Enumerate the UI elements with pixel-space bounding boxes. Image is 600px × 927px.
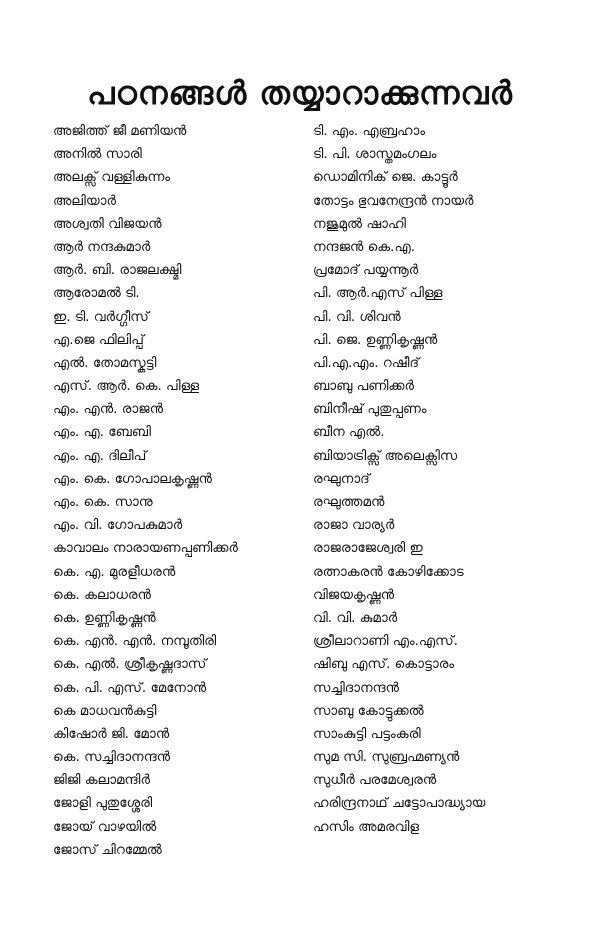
contributor-name: ജിജി കലാമന്ദിർ (53, 772, 150, 789)
contributor-name: സുധീർ പരമേശ്വരൻ (313, 772, 437, 789)
contributor-name: എം. എ. ദിലീപ് (53, 447, 147, 464)
contributor-name: ബാബു പണിക്കർ (313, 378, 415, 395)
contributor-name: വിജയകൃഷ്ണൻ (313, 586, 395, 603)
contributor-name: സാംകുട്ടി പട്ടംകരി (313, 725, 421, 742)
contributor-name: എം. കെ. സാനു (53, 494, 153, 510)
contributor-name: എം. എ. ബേബി (53, 424, 151, 441)
contributor-name: തോട്ടം ഭുവനേന്ദ്രൻ നായർ (313, 192, 474, 209)
contributor-name: രാജരാജേശ്വരി ഇ (313, 540, 423, 557)
contributor-name: എം. വി. ഗോപകുമാർ (53, 517, 183, 534)
contributor-name: എ.ജെ ഫിലിപ്പ് (53, 331, 144, 348)
contributor-name: അലിയാർ (53, 192, 116, 209)
contributor-name: കെ. എ. മുരളീധരൻ (53, 563, 176, 580)
contributor-name: ബീന എൽ. (313, 424, 385, 441)
contributor-name: ബിനീഷ് പുതുപ്പണം (313, 401, 427, 418)
contributors-list-right (313, 120, 583, 839)
contributor-name: സച്ചിദാനന്ദൻ (313, 679, 399, 696)
contributor-name: അനിൽ സാരി (53, 146, 142, 163)
contributor-name: രാജാ വാര്യർ (313, 517, 395, 534)
contributor-name: ഹസിം അമരവിള (313, 818, 420, 835)
contributor-name: പി. വി. ശിവൻ (313, 308, 401, 325)
contributor-name: ഷിബു എസ്. കൊട്ടാരം (313, 656, 455, 673)
contributor-name: ബിയാട്രിക്സ് അലെക്സിസ (313, 447, 458, 464)
page-title: പഠനങ്ങൾ തയ്യാറാക്കുന്നവർ (87, 74, 513, 113)
contributor-name: ടി. എം. എബ്രഹാം (313, 123, 426, 139)
contributor-name: കെ. എൽ. ശ്രീകൃഷ്ണദാസ് (53, 656, 207, 673)
contributor-name: കെ. എൻ. എൻ. നമ്പൂതിരി (53, 633, 217, 650)
contributor-name: വി. വി. കുമാർ (313, 609, 398, 626)
contributor-name: ഡൊമിനിക് ജെ. കാട്ടൂർ (313, 169, 458, 186)
contributor-name: ജോളി പുതുശ്ശേരി (53, 795, 153, 812)
contributor-name: ശ്രീലാറാണി എം.എസ്. (313, 633, 458, 650)
contributor-name: രത്നാകരൻ കോഴിക്കോട (313, 563, 464, 580)
contributors-list-left (53, 120, 303, 862)
contributor-name: സാബു കോട്ടുക്കൽ (313, 702, 424, 719)
contributor-name: രഘുത്തമൻ (313, 494, 385, 510)
contributor-name: സുമ സി. സുബ്രഹ്മണ്യൻ (313, 749, 460, 766)
contributor-name: പി. ജെ. ഉണ്ണികൃഷ്ണൻ (313, 331, 438, 348)
contributor-name: എം. എൻ. രാജൻ (53, 401, 163, 418)
contributor-name: ഇ. ടി. വർഗ്ഗീസ് (53, 308, 149, 325)
contributor-name: ആർ നന്ദകുമാർ (53, 238, 151, 255)
contributor-name: കെ മാധവൻകുട്ടി (53, 702, 157, 719)
contributor-name: എൽ. തോമസ്കുട്ടി (53, 354, 157, 371)
contributor-name: പി. ആർ.എസ് പിള്ള (313, 285, 443, 302)
contributor-name: കാവാലം നാരായണപ്പണിക്കർ (53, 540, 238, 557)
contributor-name: ഹരിന്ദ്രനാഥ് ചട്ടോപാദ്ധ്യായ (313, 795, 486, 812)
contributor-name: കെ. പി. എസ്. മേനോൻ (53, 679, 207, 696)
contributor-name: ആരോമൽ ടി. (53, 285, 140, 302)
contributor-name: കിഷോർ ജി. മോൻ (53, 725, 170, 742)
contributor-name: പ്രമോദ് പയ്യന്നൂർ (313, 262, 419, 279)
contributor-name: എം. കെ. ഗോപാലകൃഷ്ണൻ (53, 470, 212, 487)
contributor-name: ജോയ് വാഴയിൽ (53, 818, 157, 835)
contributor-name: കെ. സച്ചിദാനന്ദൻ (53, 749, 171, 766)
contributor-name: അശ്വതി വിജയൻ (53, 215, 162, 232)
contributor-name: അജിത്ത് ജീ മണിയൻ (53, 123, 187, 139)
contributor-name: കെ. ഉണ്ണികൃഷ്ണൻ (53, 609, 156, 626)
contributor-name: ടി. പി. ശാസ്തമംഗലം (313, 146, 437, 163)
contributor-name: രഘുനാദ് (313, 470, 370, 487)
contributor-name: പി.എ.എം. റഷീദ് (313, 354, 420, 371)
contributor-name: ആർ. ബി. രാജലക്ഷ്മി (53, 262, 182, 279)
contributor-name: നന്ദജൻ കെ.എ. (313, 238, 415, 255)
contributor-name: അലക്സ് വള്ളികുന്നം (53, 169, 171, 186)
contributor-name: എസ്. ആർ. കെ. പിള്ള (53, 378, 200, 395)
contributor-name: കെ. കലാധരൻ (53, 586, 151, 603)
contributor-name: നജുമുൽ ഷാഹി (313, 215, 406, 232)
contributor-name: ജോസ് ചിറമ്മേൽ (53, 841, 162, 858)
